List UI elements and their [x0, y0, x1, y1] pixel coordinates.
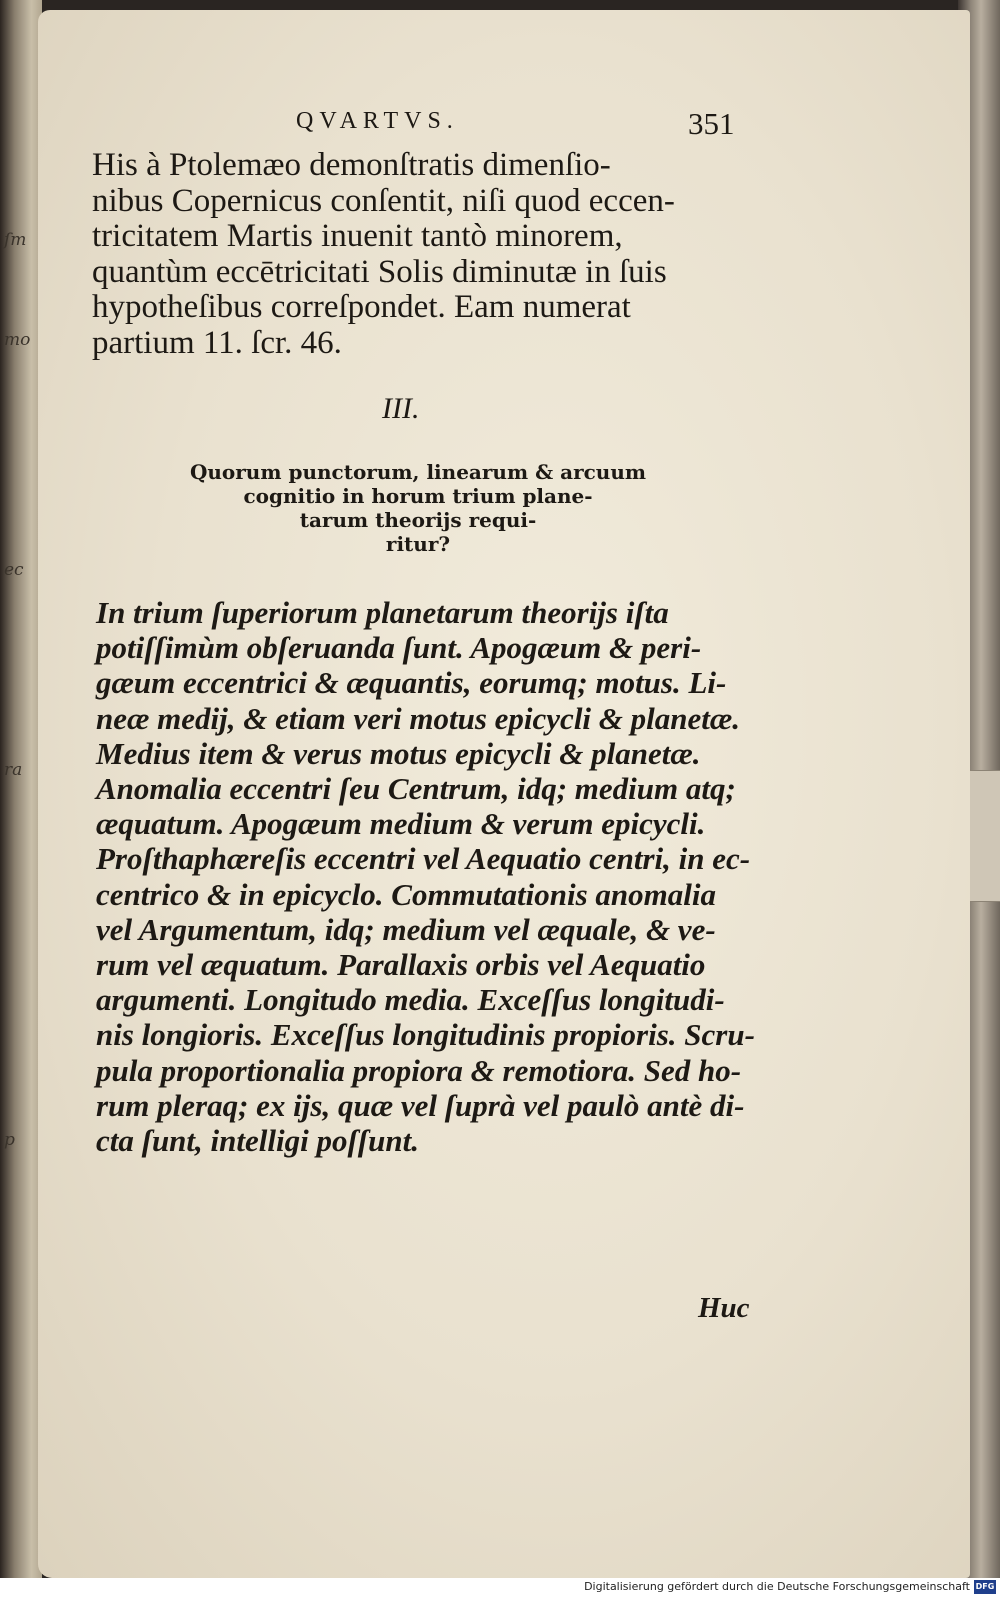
- footer-credit: Digitalisierung gefördert durch die Deutsche Forschungsgemeinschaft: [584, 1580, 970, 1593]
- text-line: Medius item & verus motus epicycli & planetæ.: [96, 735, 701, 771]
- digitization-footer: [0, 1578, 1000, 1597]
- text-line: gæum eccentrici & æquantis, eorumq; motus. Li-: [96, 665, 727, 701]
- text-line: æquatum. Apogæum medium & verum epicycli.: [96, 806, 706, 842]
- text-line: vel Argumentum, idq; medium vel æquale, & ve-: [96, 911, 716, 947]
- facing-page-edge: ſm mo ec ra p: [0, 0, 42, 1578]
- paragraph-italic: [96, 595, 776, 1158]
- text-line: quantùm eccētricitati Solis diminutæ in ſuis: [92, 253, 667, 290]
- text-line: cta ſunt, intelligi poſſunt.: [96, 1123, 419, 1159]
- text-line: rum pleraq; ex ijs, quæ vel ſuprà vel paulò antè di-: [96, 1087, 745, 1123]
- section-number: III.: [382, 392, 420, 425]
- page-number: 351: [688, 106, 735, 141]
- text-line: neæ medij, & etiam veri motus epicycli & planetæ.: [96, 700, 741, 736]
- text-line: hypotheſibus correſpondet. Eam numerat: [92, 289, 631, 325]
- text-line: His à Ptolemæo demonſtratis dimenſio-: [92, 147, 611, 183]
- text-line: centrico & in epicyclo. Commutationis anomalia: [96, 876, 717, 912]
- text-line: nis longioris. Exceſſus longitudinis propioris. Scru-: [96, 1017, 755, 1053]
- heading-line: ritur?: [385, 532, 451, 556]
- text-line: partium 11. ſcr. 46.: [92, 324, 342, 361]
- running-header: QVARTVS.: [296, 108, 459, 134]
- heading-line: Quorum punctorum, linearum & arcuum: [189, 460, 647, 484]
- heading-line: tarum theorijs requi-: [299, 508, 537, 532]
- text-line: pula proportionalia propiora & remotiora. Sed ho-: [96, 1052, 742, 1088]
- text-line: tricitatem Martis inuenit tantò minorem,: [92, 218, 623, 254]
- paragraph-roman: [92, 148, 772, 361]
- text-line: argumenti. Longitudo media. Exceſſus longitudi-: [96, 982, 725, 1018]
- text-line: rum vel æquatum. Parallaxis orbis vel Aequatio: [96, 947, 706, 983]
- catchword: Huc: [698, 1292, 750, 1324]
- dfg-logo: DFG: [974, 1580, 996, 1594]
- heading-line: cognitio in horum trium plane-: [243, 484, 593, 508]
- text-line: Anomalia eccentri ſeu Centrum, idq; medium atq;: [96, 771, 736, 807]
- text-line: In trium ſuperiorum planetarum theorijs iſta: [96, 595, 669, 630]
- text-line: nibus Copernicus conſentit, niſi quod eccen-: [92, 182, 675, 219]
- section-question: [158, 460, 678, 556]
- book-page: [38, 10, 970, 1578]
- text-line: Proſthaphæreſis eccentri vel Aequatio centri, in ec-: [96, 841, 751, 877]
- text-line: potiſſimùm obſeruanda ſunt. Apogæum & peri-: [96, 630, 702, 666]
